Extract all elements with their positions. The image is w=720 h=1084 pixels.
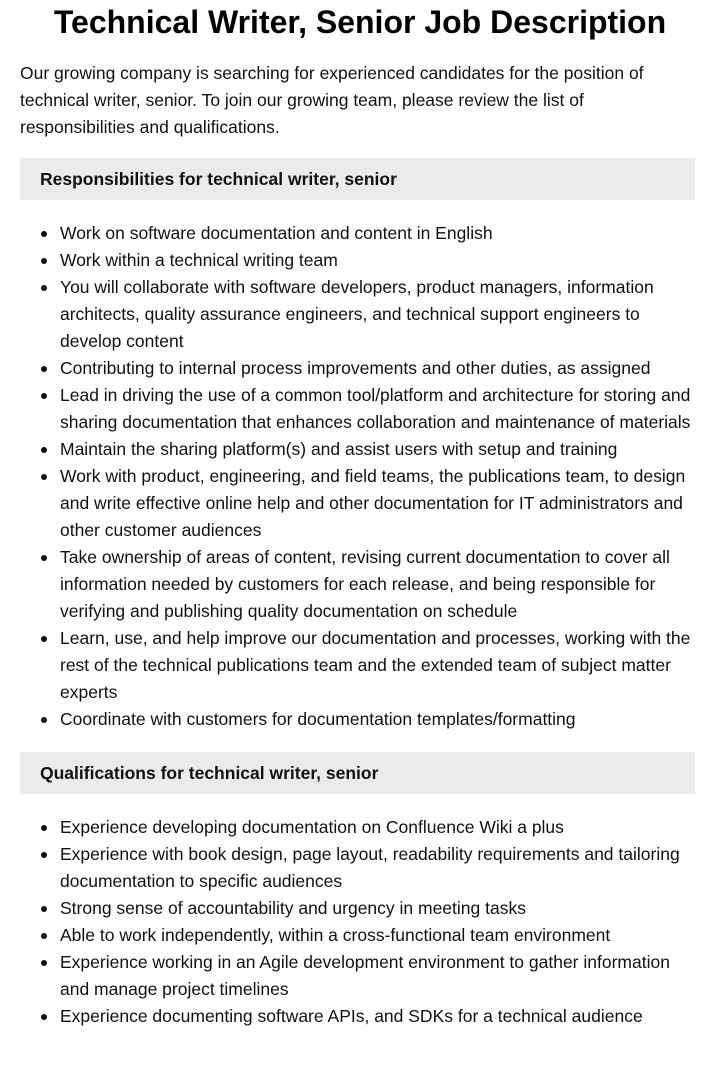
qualifications-list: [20, 814, 695, 1030]
list-item: Work within a technical writing team: [60, 247, 695, 274]
list-item: Maintain the sharing platform(s) and assist users with setup and training: [60, 436, 695, 463]
list-item: Learn, use, and help improve our documentation and processes, working with the rest of the technical publications team and the extended team of subject matter experts: [60, 625, 695, 706]
list-item: Lead in driving the use of a common tool/platform and architecture for storing and sharing documentation that enhances collaboration and maintenance of materials: [60, 382, 695, 436]
list-item: Take ownership of areas of content, revising current documentation to cover all information needed by customers for each release, and being responsible for verifying and publishing quality documentation on schedule: [60, 544, 695, 625]
responsibilities-list: [20, 220, 695, 733]
list-item: Work on software documentation and content in English: [60, 220, 695, 247]
responsibilities-heading: Responsibilities for technical writer, senior: [20, 158, 695, 200]
intro-paragraph: Our growing company is searching for experienced candidates for the position of technical writer, senior. To join our growing team, please review the list of responsibilities and qualifications.: [20, 63, 644, 137]
page-title: Technical Writer, Senior Job Description: [53, 4, 667, 40]
list-item: Experience documenting software APIs, and SDKs for a technical audience: [60, 1003, 695, 1030]
list-item: Experience with book design, page layout, readability requirements and tailoring documentation to specific audiences: [60, 841, 695, 895]
list-item: Experience developing documentation on Confluence Wiki a plus: [60, 814, 695, 841]
list-item: Able to work independently, within a cross-functional team environment: [60, 922, 695, 949]
list-item: Experience working in an Agile development environment to gather information and manage project timelines: [60, 949, 695, 1003]
list-item: Coordinate with customers for documentation templates/formatting: [60, 706, 695, 733]
list-item: Strong sense of accountability and urgency in meeting tasks: [60, 895, 695, 922]
qualifications-heading: Qualifications for technical writer, senior: [20, 752, 695, 794]
list-item: You will collaborate with software developers, product managers, information architects, quality assurance engineers, and technical support engineers to develop content: [60, 274, 695, 355]
list-item: Work with product, engineering, and field teams, the publications team, to design and write effective online help and other documentation for IT administrators and other customer audiences: [60, 463, 695, 544]
list-item: Contributing to internal process improvements and other duties, as assigned: [60, 355, 695, 382]
